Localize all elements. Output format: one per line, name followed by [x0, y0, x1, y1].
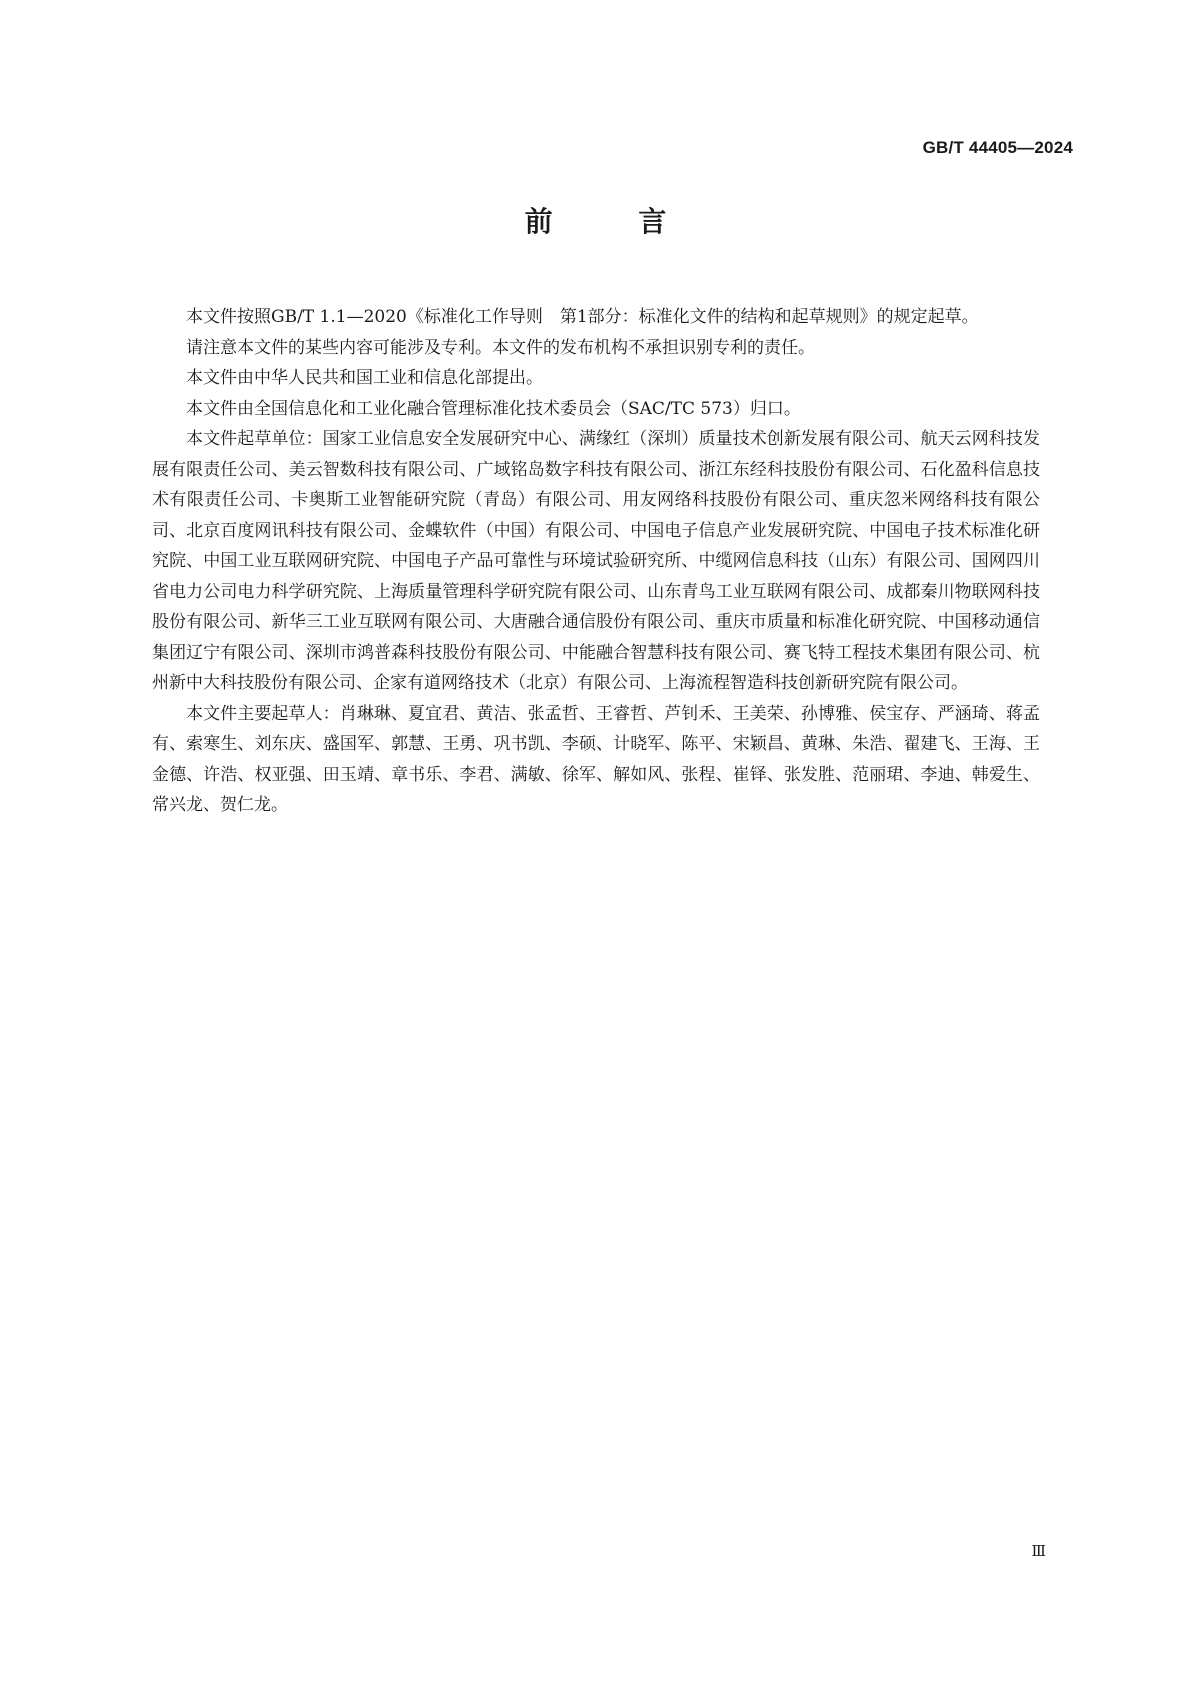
- page-number: Ⅲ: [1031, 1542, 1045, 1560]
- preface-body: [152, 302, 1040, 821]
- paragraph-patent-notice: 请注意本文件的某些内容可能涉及专利。本文件的发布机构不承担识别专利的责任。: [186, 337, 815, 358]
- document-code: GB/T 44405—2024: [922, 138, 1073, 157]
- paragraph-drafting-rules: 本文件按照GB/T 1.1—2020《标准化工作导则 第1部分：标准化文件的结构和起草规则》的规定起草。: [186, 307, 979, 327]
- paragraph-technical-committee: 本文件由全国信息化和工业化融合管理标准化技术委员会（SAC/TC 573）归口。: [186, 398, 801, 419]
- paragraph-proposer: 本文件由中华人民共和国工业和信息化部提出。: [186, 368, 543, 388]
- paragraph-drafting-units: 本文件起草单位：国家工业信息安全发展研究中心、满缘红（深圳）质量技术创新发展有限公司、航天云网科技发展有限责任公司、美云智数科技有限公司、广域铭岛数字科技有限公司、浙江东经科技股份有限公司、石化盈科信息技术有限责任公司、卡奥斯工业智能研究院（青岛）有限公司、用友网络科技股份有限公司、重庆忽米网络科技有限公司、北京百度网讯科技有限公司、金蝶软件（中国）有限公司、中国电子信息产业发展研究院、中国电子技术标准化研究院、中国工业互联网研究院、中国电子产品可靠性与环境试验研究所、中缆网信息科技（山东）有限公司、国网四川省电力公司电力科学研究院、上海质量管理科学研究院有限公司、山东青鸟工业互联网有限公司、成都秦川物联网科技股份有限公司、新华三工业互联网有限公司、大唐融合通信股份有限公司、重庆市质量和标准化研究院、中国移动通信集团辽宁有限公司、深圳市鸿普森科技股份有限公司、中能融合智慧科技有限公司、赛飞特工程技术集团有限公司、杭州新中大科技股份有限公司、企家有道网络技术（北京）有限公司、上海流程智造科技创新研究院有限公司。: [152, 429, 1040, 693]
- paragraph-drafters: 本文件主要起草人：肖琳琳、夏宜君、黄洁、张孟哲、王睿哲、芦钊禾、王美荣、孙博雅、侯宝存、严涵琦、蒋孟有、索寒生、刘东庆、盛国军、郭慧、王勇、巩书凯、李硕、计晓军、陈平、宋颖昌、黄琳、朱浩、翟建飞、王海、王金德、许浩、权亚强、田玉靖、章书乐、李君、满敏、徐军、解如风、张程、崔铎、张发胜、范丽珺、李迪、韩爱生、常兴龙、贺仁龙。: [152, 703, 1040, 815]
- page-title: 前 言: [524, 205, 705, 238]
